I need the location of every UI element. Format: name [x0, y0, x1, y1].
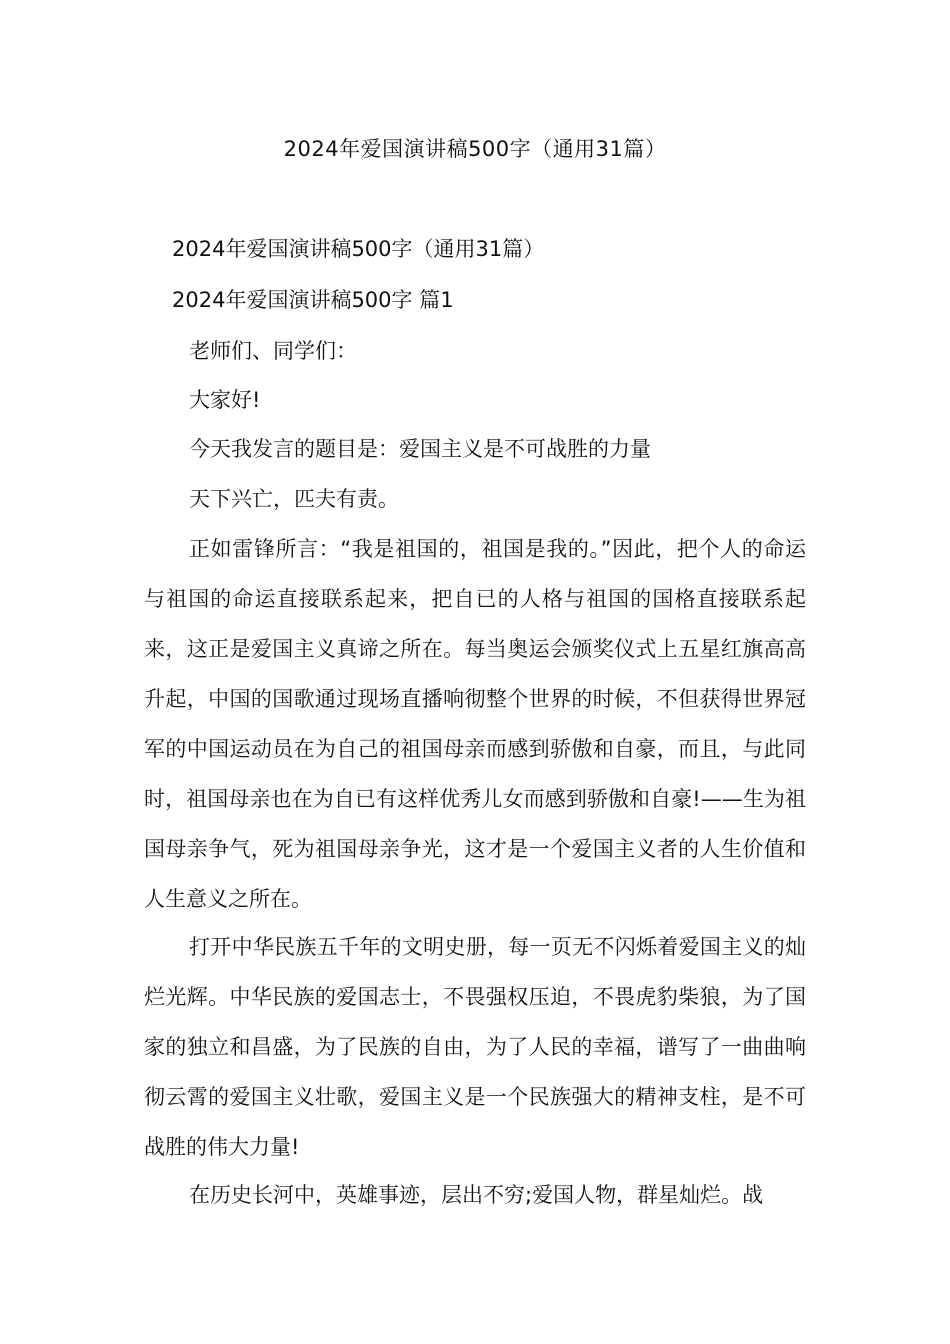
speech-topic: 今天我发言的题目是：爱国主义是不可战胜的力量 [189, 437, 651, 461]
greeting: 大家好! [189, 388, 261, 412]
quote-line: 天下兴亡，匹夫有责。 [189, 487, 399, 511]
salutation: 老师们、同学们： [189, 339, 357, 363]
body-paragraph: 打开中华民族五千年的文明史册，每一页无不闪烁着爱国主义的灿烂光辉。中华民族的爱国志士，不畏强权压迫，不畏虎豹柴狼，为了国家的独立和昌盛，为了民族的自由，为了人民的幸福，谱写了一曲曲响彻云霄的爱国主义壮歌，爱国主义是一个民族强大的精神支柱，是不可战胜的伟大力量! [144, 935, 806, 1159]
document-title: 2024年爱国演讲稿500字（通用31篇） [283, 137, 667, 161]
document-subtitle: 2024年爱国演讲稿500字（通用31篇） [172, 237, 545, 261]
body-paragraph: 在历史长河中，英雄事迹，层出不穷;爱国人物，群星灿烂。战 [189, 1183, 764, 1207]
body-paragraph: 正如雷锋所言：“我是祖国的，祖国是我的。”因此，把个人的命运与祖国的命运直接联系起来，把自已的人格与祖国的国格直接联系起来，这正是爱国主义真谛之所在。每当奥运会颁奖仪式上五星红旗高高升起，中国的国歌通过现场直播响彻整个世界的时候，不但获得世界冠军的中国运动员在为自己的祖国母亲而感到骄傲和自豪，而且，与此同时，祖国母亲也在为自已有这样优秀儿女而感到骄傲和自豪!——生为祖国母亲争气，死为祖国母亲争光，这才是一个爱国主义者的人生价值和人生意义之所在。 [144, 537, 806, 911]
section-heading: 2024年爱国演讲稿500字 篇1 [172, 288, 454, 312]
